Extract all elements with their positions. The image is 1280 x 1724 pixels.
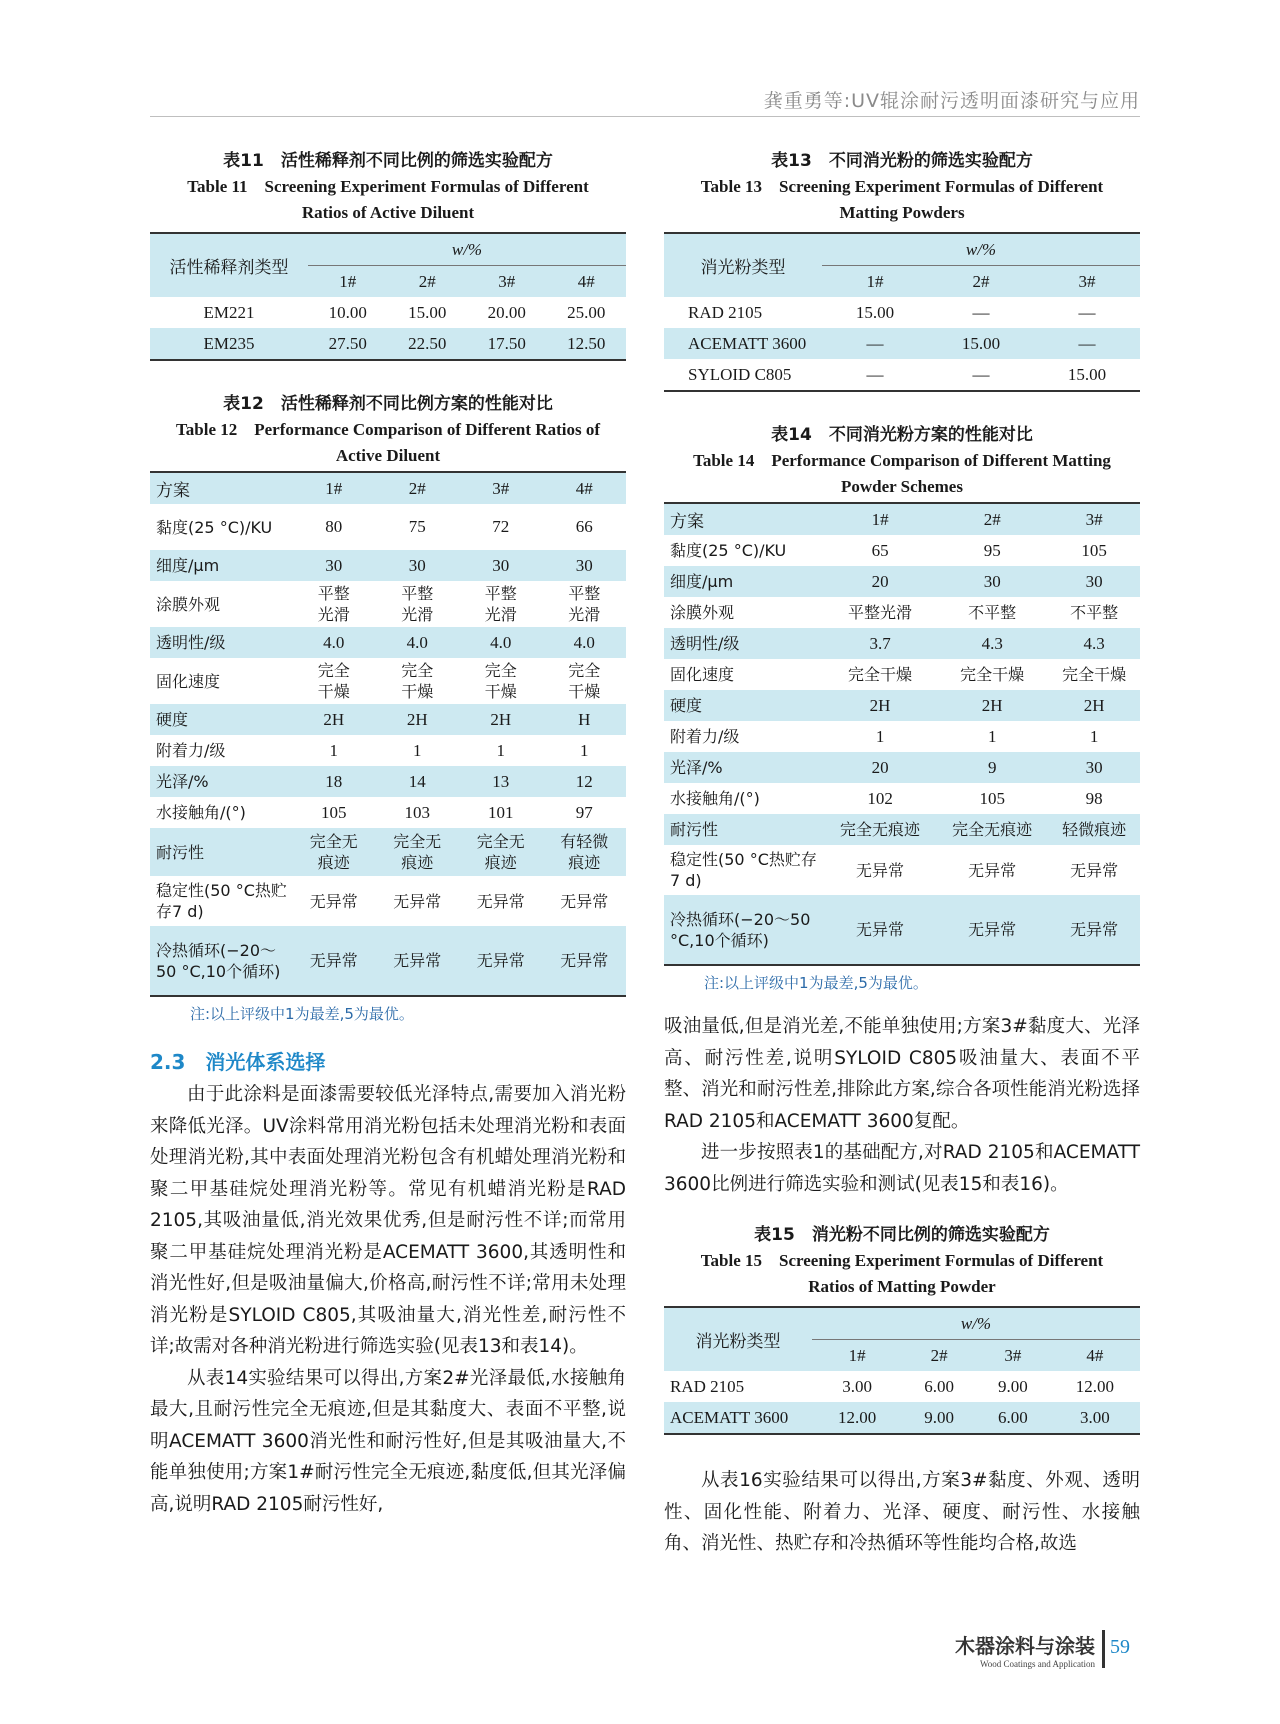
table14: [664, 502, 1140, 966]
table-cell: 3.7: [824, 628, 936, 659]
table11-block: [150, 148, 626, 361]
table-cell: 无异常: [824, 895, 936, 965]
table-cell: 80: [325, 517, 343, 536]
journal-name-cn: 木器涂料与涂装: [955, 1634, 1095, 1658]
table11-col: 4#: [547, 266, 627, 298]
table-cell: 12.00: [1075, 1376, 1114, 1396]
table-cell: 完全干燥: [317, 661, 350, 701]
table-cell: 无异常: [968, 860, 1017, 880]
table-cell: 65: [871, 540, 889, 560]
right-para-1: 吸油量低,但是消光差,不能单独使用;方案3#黏度大、光泽高、耐污性差,说明SYLOID C805吸油量大、表面不平整、消光和耐污性差,排除此方案,综合各项性能消光粉选择RAD 2105和ACEMATT 3600复配。: [664, 1016, 1140, 1132]
table14-row-label: 硬度: [664, 690, 824, 721]
table-cell: 97: [575, 802, 593, 822]
table-cell: 无异常: [543, 926, 627, 996]
table12-row-label: 透明性/级: [150, 627, 292, 658]
table-cell: 1: [987, 726, 997, 746]
table-cell: 30: [1048, 566, 1140, 597]
table11: [150, 232, 626, 361]
table13-title-en-1: Table 13 Screening Experiment Formulas of Different: [700, 177, 1104, 196]
table-cell: 10.00: [328, 302, 367, 322]
table-cell: 不平整: [968, 603, 1017, 622]
table-cell: 1: [496, 740, 505, 760]
table12-block: [150, 391, 626, 1024]
table-cell: 18: [292, 766, 376, 797]
table-cell: —: [866, 364, 884, 384]
table14-header: 2#: [936, 503, 1048, 535]
table-cell: 30: [1048, 752, 1140, 783]
table-cell: 完全无痕迹: [292, 828, 376, 876]
table12-row-label: 固化速度: [156, 671, 221, 691]
table13-col: 1#: [822, 266, 928, 298]
table-cell: 完全干燥: [401, 661, 434, 701]
table12-row-label: 细度/μm: [150, 550, 292, 581]
table-cell: 30: [936, 566, 1048, 597]
table15-col: 3#: [976, 1340, 1050, 1372]
table-cell: 6.00: [924, 1376, 955, 1396]
table-cell: —: [1078, 302, 1096, 322]
table-cell: 4.0: [292, 627, 376, 658]
table13-block: [664, 148, 1140, 392]
table-cell: 30: [459, 550, 543, 581]
section-title: 2.3 消光体系选择: [150, 1050, 326, 1074]
table-cell: 95: [983, 540, 1001, 560]
table14-row-label: 稳定性(50 °C热贮存7 d): [670, 850, 817, 890]
table15-title-en-2: Ratios of Matting Powder: [808, 1277, 996, 1296]
table14-row-label: 水接触角/(°): [670, 789, 760, 808]
table-cell: 20: [824, 566, 936, 597]
table13-title-en-2: Matting Powders: [839, 203, 965, 222]
table11-col: 3#: [467, 266, 547, 298]
table-cell: 不平整: [1070, 603, 1119, 622]
table-cell: 12: [543, 766, 627, 797]
table-row: [664, 1371, 1140, 1402]
table12-row-label: 水接触角/(°): [156, 803, 246, 822]
table-cell: 25.00: [567, 302, 606, 322]
table11-row-name: EM235: [150, 328, 308, 360]
table14-title-cn: 表14 不同消光粉方案的性能对比: [771, 425, 1033, 445]
table-cell: 平整光滑: [401, 584, 434, 624]
table12-row-label: 稳定性(50 °C热贮存7 d): [156, 881, 287, 921]
table15-type-header: 消光粉类型: [664, 1307, 812, 1371]
table11-row-name: EM221: [203, 302, 255, 322]
table-cell: 无异常: [1048, 895, 1140, 965]
table-cell: 9: [936, 752, 1048, 783]
table13-row-name: SYLOID C805: [688, 364, 792, 384]
table-cell: 完全无痕迹: [824, 814, 936, 845]
table14-header: 方案: [664, 503, 824, 535]
table11-col: 2#: [388, 266, 468, 298]
table14-row-label: 附着力/级: [670, 727, 740, 746]
table-cell: 1: [329, 740, 338, 760]
table-cell: 98: [1085, 788, 1103, 808]
table12-row-label: 附着力/级: [156, 741, 226, 760]
table12-row-label: 涂膜外观: [156, 594, 221, 614]
table-cell: 无异常: [292, 926, 376, 996]
table12-row-label: 冷热循环(−20～50 °C,10个循环): [150, 926, 292, 996]
table14-row-label: 细度/μm: [664, 566, 824, 597]
running-header: [150, 86, 1140, 117]
table-cell: 13: [459, 766, 543, 797]
footer-divider: [1102, 1630, 1105, 1668]
table14-row-label: 冷热循环(−20～50 °C,10个循环): [664, 895, 824, 965]
table15-title-en-1: Table 15 Screening Experiment Formulas of Different: [700, 1251, 1104, 1270]
table-cell: 30: [292, 550, 376, 581]
table-cell: 105: [321, 802, 347, 822]
table13-col: 3#: [1034, 266, 1140, 298]
table-cell: 102: [867, 788, 893, 808]
table-row: [664, 297, 1140, 328]
table13-title-cn: 表13 不同消光粉的筛选实验配方: [771, 151, 1033, 171]
table-cell: 1: [1089, 726, 1099, 746]
table11-type-header: 活性稀释剂类型: [150, 233, 308, 297]
table12-header: 3#: [459, 472, 543, 504]
table-cell: —: [1034, 328, 1140, 359]
right-text-2: [664, 1465, 1140, 1560]
left-column: [150, 148, 626, 1520]
table13-col: 2#: [928, 266, 1034, 298]
table-cell: 20: [824, 752, 936, 783]
page-number: 59: [1110, 1636, 1130, 1658]
table12-title-en-1: Table 12 Performance Comparison of Different Ratios of: [176, 420, 600, 439]
table-row: [664, 359, 1140, 391]
table-cell: 2H: [459, 704, 543, 735]
table-cell: —: [972, 302, 990, 322]
table-cell: 1: [875, 726, 885, 746]
table-cell: 75: [408, 517, 426, 536]
table13-row-name: RAD 2105: [688, 302, 763, 322]
table-cell: 4.3: [1048, 628, 1140, 659]
journal-name-en: Wood Coatings and Application: [979, 1659, 1095, 1669]
right-para-3: 从表16实验结果可以得出,方案3#黏度、外观、透明性、固化性能、附着力、光泽、硬度、耐污性、水接触角、消光性、热贮存和冷热循环等性能均合格,故选: [664, 1470, 1140, 1554]
table14-row-label: 涂膜外观: [670, 603, 735, 622]
table12-title-cn: 表12 活性稀释剂不同比例方案的性能对比: [223, 394, 553, 414]
table-cell: 12.50: [547, 328, 627, 360]
table14-row-label: 固化速度: [670, 665, 735, 684]
table14-title-en-1: Table 14 Performance Comparison of Different Matting: [693, 451, 1111, 470]
table-cell: 无异常: [309, 891, 358, 911]
table-cell: 2H: [376, 704, 460, 735]
table-cell: 平整光滑: [848, 603, 913, 622]
section-2-3: [150, 1046, 626, 1520]
table-row: [664, 328, 1140, 359]
table-cell: 无异常: [476, 891, 525, 911]
table-cell: 无异常: [459, 926, 543, 996]
table14-title-en-2: Powder Schemes: [841, 477, 963, 496]
table13-w-header: w/%: [822, 233, 1140, 266]
table-cell: 12.00: [812, 1402, 902, 1434]
table13-row-name: ACEMATT 3600: [664, 328, 822, 359]
table14-note: 注:以上评级中1为最差,5为最优。: [704, 974, 928, 992]
table-cell: 2H: [292, 704, 376, 735]
table-cell: 66: [575, 517, 593, 536]
table-cell: 6.00: [976, 1402, 1050, 1434]
table11-title-en-2: Ratios of Active Diluent: [301, 203, 475, 222]
section-para-2: 从表14实验结果可以得出,方案2#光泽最低,水接触角最大,且耐污性完全无痕迹,但是其黏度大、表面不平整,说明ACEMATT 3600消光性和耐污性好,但是其吸油量大,不能单独使用;方案1#耐污性完全无痕迹,黏度低,但其光泽偏高,说明RAD 2105耐污性好,: [150, 1367, 626, 1515]
table-cell: 平整光滑: [568, 584, 601, 624]
table11-w-header: w/%: [308, 233, 626, 266]
section-para-1: 由于此涂料是面漆需要较低光泽特点,需要加入消光粉来降低光泽。UV涂料常用消光粉包括未处理消光粉和表面处理消光粉,其中表面处理消光粉包含有机蜡处理消光粉和聚二甲基硅烷处理消光粉等。常见有机蜡消光粉是RAD 2105,其吸油量低,消光效果优秀,但是耐污性不详;而常用聚二甲基硅烷处理消光粉是ACEMATT 3600,其透明性和消光性好,但是吸油量偏大,价格高,耐污性不详;常用未处理消光粉是SYLOID C805,其吸油量大,消光性差,耐污性不详;故需对各种消光粉进行筛选实验(见表13和表14)。: [150, 1084, 626, 1357]
table-cell: 103: [404, 802, 430, 822]
table12-header: 4#: [543, 472, 627, 504]
table-cell: 72: [492, 517, 510, 536]
table-cell: 无异常: [1070, 860, 1119, 880]
table15: [664, 1306, 1140, 1435]
table-cell: 完全干燥: [1062, 665, 1127, 684]
table12-row-label: 光泽/%: [150, 766, 292, 797]
table12-note: 注:以上评级中1为最差,5为最优。: [190, 1005, 414, 1023]
running-title: 龚重勇等:UV辊涂耐污透明面漆研究与应用: [763, 90, 1140, 112]
table12-row-label: 硬度: [150, 704, 292, 735]
table-cell: 30: [543, 550, 627, 581]
table-cell: 4.0: [543, 627, 627, 658]
table-cell: —: [972, 364, 990, 384]
table15-col: 2#: [902, 1340, 976, 1372]
table-cell: 17.50: [467, 328, 547, 360]
table11-title-cn: 表11 活性稀释剂不同比例的筛选实验配方: [223, 151, 553, 171]
table-cell: 15.00: [855, 302, 895, 322]
table-cell: H: [543, 704, 627, 735]
table-cell: 15.00: [408, 302, 447, 322]
table12-header: 2#: [376, 472, 460, 504]
table-cell: —: [822, 328, 928, 359]
table12-header: 方案: [150, 472, 292, 504]
table14-header: 3#: [1048, 503, 1140, 535]
table-cell: 无异常: [393, 891, 442, 911]
table-cell: 完全干燥: [848, 665, 913, 684]
table-cell: 22.50: [388, 328, 468, 360]
table13: [664, 232, 1140, 392]
table-cell: 2H: [936, 690, 1048, 721]
table-cell: 105: [1081, 540, 1107, 560]
table-cell: 完全无痕迹: [459, 828, 543, 876]
table-cell: 1: [413, 740, 422, 760]
table-cell: 轻微痕迹: [1048, 814, 1140, 845]
table-cell: 2H: [824, 690, 936, 721]
table-cell: 30: [376, 550, 460, 581]
table15-title-cn: 表15 消光粉不同比例的筛选实验配方: [754, 1225, 1050, 1245]
table-cell: 4.3: [936, 628, 1048, 659]
table-cell: 9.00: [997, 1376, 1028, 1396]
table12-row-label: 耐污性: [150, 828, 292, 876]
table15-row-name: RAD 2105: [670, 1376, 745, 1396]
table-cell: 1: [580, 740, 589, 760]
table-row: [150, 328, 626, 360]
table14-row-label: 透明性/级: [664, 628, 824, 659]
table14-header: 1#: [824, 503, 936, 535]
table-cell: 无异常: [376, 926, 460, 996]
table-row: [664, 1402, 1140, 1434]
table11-title-en-1: Table 11 Screening Experiment Formulas of Different: [187, 177, 589, 196]
table-cell: 完全无痕迹: [376, 828, 460, 876]
table-cell: 无异常: [856, 860, 905, 880]
table-cell: 15.00: [928, 328, 1034, 359]
table15-block: [664, 1222, 1140, 1435]
table-cell: 无异常: [560, 891, 609, 911]
table-cell: 15.00: [1067, 364, 1107, 384]
table-row: [150, 297, 626, 328]
table15-w-header: w/%: [812, 1307, 1140, 1340]
table12-title-en-2: Active Diluent: [335, 446, 441, 465]
table-cell: 20.00: [487, 302, 526, 322]
table-cell: 无异常: [936, 895, 1048, 965]
table12-header: 1#: [292, 472, 376, 504]
table-cell: 14: [376, 766, 460, 797]
table14-row-label: 耐污性: [664, 814, 824, 845]
table-cell: 3.00: [1050, 1402, 1140, 1434]
table-cell: 4.0: [376, 627, 460, 658]
table15-col: 4#: [1050, 1340, 1140, 1372]
table14-row-label: 光泽/%: [664, 752, 824, 783]
table-cell: 完全干燥: [484, 661, 517, 701]
table-cell: 105: [979, 788, 1005, 808]
right-text: [664, 1011, 1140, 1200]
table12: [150, 471, 626, 997]
table-cell: 平整光滑: [317, 584, 350, 624]
table14-block: [664, 422, 1140, 993]
table-cell: 9.00: [902, 1402, 976, 1434]
table-cell: 101: [488, 802, 514, 822]
table-cell: 3.00: [842, 1376, 873, 1396]
right-column: [664, 148, 1140, 1560]
footer-journal: [955, 1630, 1095, 1669]
table-cell: 27.50: [308, 328, 388, 360]
table-cell: 2H: [1048, 690, 1140, 721]
right-para-2: 进一步按照表1的基础配方,对RAD 2105和ACEMATT 3600比例进行筛选实验和测试(见表15和表16)。: [664, 1142, 1140, 1195]
table11-col: 1#: [308, 266, 388, 298]
table13-type-header: 消光粉类型: [664, 233, 822, 297]
table-cell: 完全无痕迹: [936, 814, 1048, 845]
table15-col: 1#: [812, 1340, 902, 1372]
table-cell: 4.0: [459, 627, 543, 658]
table-cell: 有轻微痕迹: [543, 828, 627, 876]
table-cell: 完全干燥: [960, 665, 1025, 684]
table-cell: 平整光滑: [484, 584, 517, 624]
table-cell: 完全干燥: [568, 661, 601, 701]
table15-row-name: ACEMATT 3600: [664, 1402, 812, 1434]
table14-row-label: 黏度(25 °C)/KU: [670, 541, 787, 560]
table12-row-label: 黏度(25 °C)/KU: [156, 517, 273, 537]
